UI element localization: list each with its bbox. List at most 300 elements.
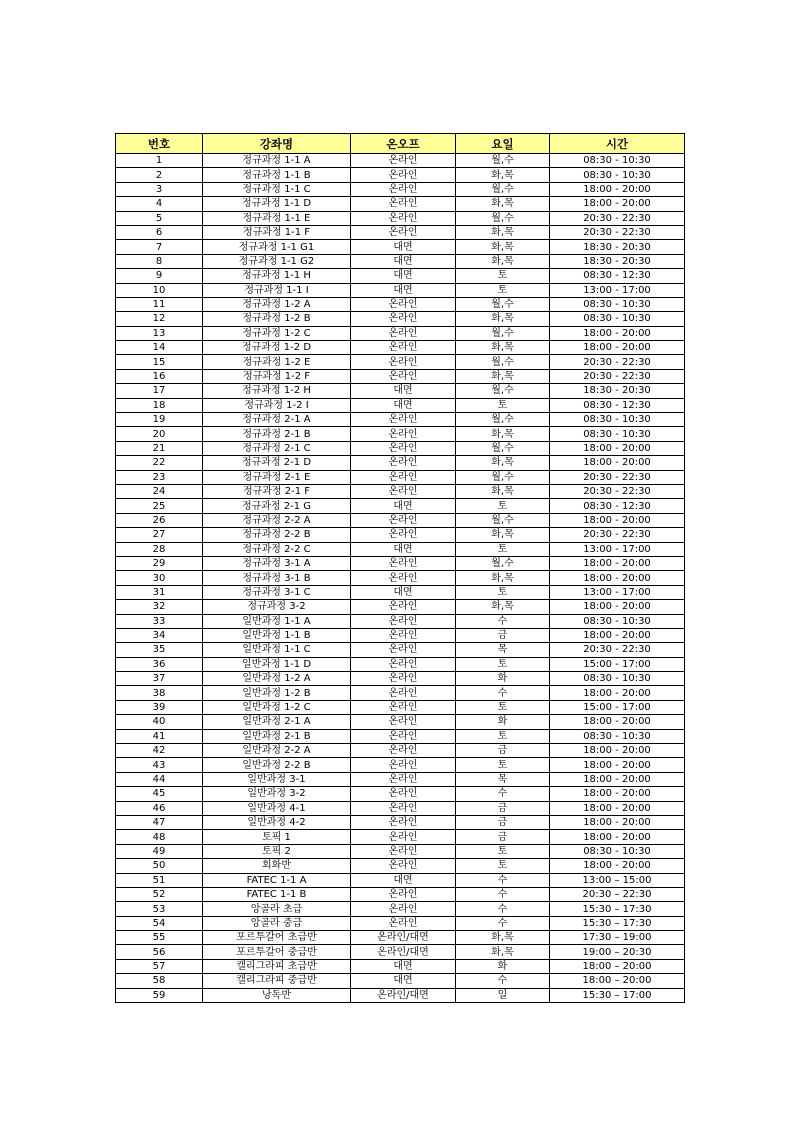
cell-number: 45 — [116, 787, 203, 801]
cell-number: 4 — [116, 197, 203, 211]
cell-number: 30 — [116, 571, 203, 585]
cell-number: 9 — [116, 269, 203, 283]
cell-day: 토 — [456, 542, 550, 556]
cell-day: 화,목 — [456, 197, 550, 211]
cell-course-name: 정규과정 1-1 G1 — [203, 240, 351, 254]
cell-day: 금 — [456, 815, 550, 829]
table-row — [116, 369, 685, 383]
cell-course-name: 일반과정 1-2 B — [203, 686, 351, 700]
cell-on-off: 온라인 — [351, 168, 456, 182]
cell-on-off: 온라인 — [351, 197, 456, 211]
cell-day: 금 — [456, 801, 550, 815]
cell-course-name: 캘리그라피 중급반 — [203, 974, 351, 988]
cell-course-name: 정규과정 3-1 A — [203, 556, 351, 570]
cell-number: 29 — [116, 556, 203, 570]
cell-time: 18:00 - 20:00 — [550, 456, 685, 470]
cell-on-off: 온라인 — [351, 211, 456, 225]
cell-number: 17 — [116, 384, 203, 398]
table-row — [116, 959, 685, 973]
cell-on-off: 대면 — [351, 240, 456, 254]
cell-day: 화,목 — [456, 254, 550, 268]
cell-on-off: 온라인 — [351, 297, 456, 311]
cell-course-name: 정규과정 3-2 — [203, 600, 351, 614]
cell-on-off: 온라인 — [351, 758, 456, 772]
cell-day: 수 — [456, 916, 550, 930]
cell-on-off: 온라인 — [351, 859, 456, 873]
cell-on-off: 대면 — [351, 542, 456, 556]
table-row — [116, 844, 685, 858]
cell-course-name: 일반과정 1-1 A — [203, 614, 351, 628]
cell-time: 18:00 - 20:00 — [550, 787, 685, 801]
cell-day: 월,수 — [456, 513, 550, 527]
cell-number: 41 — [116, 729, 203, 743]
cell-day: 토 — [456, 657, 550, 671]
cell-number: 3 — [116, 182, 203, 196]
table-row — [116, 182, 685, 196]
cell-course-name: 일반과정 4-2 — [203, 815, 351, 829]
cell-time: 08:30 - 10:30 — [550, 168, 685, 182]
cell-time: 20:30 - 22:30 — [550, 643, 685, 657]
table-row — [116, 672, 685, 686]
cell-on-off: 온라인 — [351, 154, 456, 168]
cell-time: 20:30 - 22:30 — [550, 484, 685, 498]
cell-day: 금 — [456, 628, 550, 642]
table-row — [116, 657, 685, 671]
cell-time: 18:00 - 20:00 — [550, 182, 685, 196]
cell-on-off: 온라인 — [351, 427, 456, 441]
cell-on-off: 온라인 — [351, 815, 456, 829]
cell-day: 토 — [456, 398, 550, 412]
cell-number: 20 — [116, 427, 203, 441]
cell-number: 10 — [116, 283, 203, 297]
cell-time: 18:00 - 20:00 — [550, 801, 685, 815]
cell-number: 24 — [116, 484, 203, 498]
cell-day: 토 — [456, 758, 550, 772]
cell-time: 20:30 – 22:30 — [550, 887, 685, 901]
cell-number: 23 — [116, 470, 203, 484]
cell-day: 토 — [456, 859, 550, 873]
cell-time: 18:00 - 20:00 — [550, 571, 685, 585]
table-row — [116, 283, 685, 297]
cell-day: 토 — [456, 585, 550, 599]
cell-day: 화 — [456, 959, 550, 973]
cell-course-name: 토픽 2 — [203, 844, 351, 858]
cell-course-name: 일반과정 1-2 A — [203, 672, 351, 686]
cell-on-off: 온라인 — [351, 484, 456, 498]
cell-day: 화,목 — [456, 427, 550, 441]
cell-number: 55 — [116, 931, 203, 945]
cell-on-off: 온라인 — [351, 700, 456, 714]
cell-time: 08:30 - 12:30 — [550, 398, 685, 412]
table-row — [116, 240, 685, 254]
cell-course-name: 일반과정 1-1 C — [203, 643, 351, 657]
cell-course-name: 정규과정 1-2 E — [203, 355, 351, 369]
cell-number: 19 — [116, 413, 203, 427]
table-row — [116, 974, 685, 988]
table-row — [116, 197, 685, 211]
cell-time: 20:30 - 22:30 — [550, 211, 685, 225]
cell-day: 토 — [456, 283, 550, 297]
cell-number: 13 — [116, 326, 203, 340]
cell-course-name: 정규과정 2-2 C — [203, 542, 351, 556]
cell-time: 15:30 – 17:30 — [550, 916, 685, 930]
cell-course-name: 일반과정 2-1 B — [203, 729, 351, 743]
cell-time: 17:30 – 19:00 — [550, 931, 685, 945]
cell-number: 31 — [116, 585, 203, 599]
cell-number: 34 — [116, 628, 203, 642]
cell-time: 08:30 - 12:30 — [550, 269, 685, 283]
table-row — [116, 988, 685, 1002]
cell-time: 18:30 - 20:30 — [550, 384, 685, 398]
cell-on-off: 온라인 — [351, 312, 456, 326]
cell-time: 08:30 - 10:30 — [550, 312, 685, 326]
cell-on-off: 온라인 — [351, 844, 456, 858]
cell-course-name: 정규과정 1-1 D — [203, 197, 351, 211]
cell-on-off: 온라인 — [351, 571, 456, 585]
cell-course-name: 정규과정 1-2 B — [203, 312, 351, 326]
cell-time: 15:30 – 17:30 — [550, 902, 685, 916]
cell-day: 수 — [456, 887, 550, 901]
cell-number: 40 — [116, 715, 203, 729]
cell-course-name: 정규과정 1-1 G2 — [203, 254, 351, 268]
table-row — [116, 715, 685, 729]
cell-on-off: 온라인 — [351, 657, 456, 671]
cell-on-off: 온라인 — [351, 556, 456, 570]
cell-on-off: 대면 — [351, 283, 456, 297]
cell-course-name: 낭독반 — [203, 988, 351, 1002]
cell-time: 13:00 - 17:00 — [550, 283, 685, 297]
table-row — [116, 355, 685, 369]
cell-number: 5 — [116, 211, 203, 225]
cell-number: 39 — [116, 700, 203, 714]
cell-time: 20:30 - 22:30 — [550, 225, 685, 239]
cell-number: 6 — [116, 225, 203, 239]
cell-day: 수 — [456, 787, 550, 801]
cell-on-off: 온라인 — [351, 729, 456, 743]
table-row — [116, 456, 685, 470]
cell-on-off: 온라인 — [351, 643, 456, 657]
table-row — [116, 744, 685, 758]
cell-on-off: 온라인 — [351, 341, 456, 355]
cell-time: 13:00 - 17:00 — [550, 585, 685, 599]
cell-time: 08:30 - 10:30 — [550, 672, 685, 686]
cell-day: 화,목 — [456, 456, 550, 470]
table-row — [116, 931, 685, 945]
cell-day: 월,수 — [456, 326, 550, 340]
cell-course-name: 정규과정 1-1 I — [203, 283, 351, 297]
cell-day: 화,목 — [456, 600, 550, 614]
cell-time: 18:30 - 20:30 — [550, 254, 685, 268]
cell-day: 월,수 — [456, 470, 550, 484]
cell-day: 월,수 — [456, 182, 550, 196]
table-row — [116, 643, 685, 657]
cell-time: 08:30 - 10:30 — [550, 297, 685, 311]
cell-course-name: 정규과정 3-1 C — [203, 585, 351, 599]
cell-number: 14 — [116, 341, 203, 355]
cell-number: 52 — [116, 887, 203, 901]
cell-number: 1 — [116, 154, 203, 168]
cell-number: 43 — [116, 758, 203, 772]
table-row — [116, 297, 685, 311]
cell-course-name: 정규과정 1-2 I — [203, 398, 351, 412]
cell-number: 28 — [116, 542, 203, 556]
cell-number: 32 — [116, 600, 203, 614]
cell-number: 47 — [116, 815, 203, 829]
cell-number: 18 — [116, 398, 203, 412]
cell-time: 13:00 – 15:00 — [550, 873, 685, 887]
cell-day: 토 — [456, 499, 550, 513]
cell-day: 수 — [456, 873, 550, 887]
cell-day: 수 — [456, 902, 550, 916]
cell-course-name: 정규과정 1-1 F — [203, 225, 351, 239]
table-row — [116, 528, 685, 542]
cell-course-name: 정규과정 2-2 B — [203, 528, 351, 542]
cell-number: 7 — [116, 240, 203, 254]
cell-on-off: 대면 — [351, 254, 456, 268]
table-row — [116, 873, 685, 887]
table-row — [116, 556, 685, 570]
header-time: 시간 — [550, 134, 685, 154]
cell-time: 20:30 - 22:30 — [550, 369, 685, 383]
cell-course-name: 일반과정 2-2 A — [203, 744, 351, 758]
cell-on-off: 온라인 — [351, 326, 456, 340]
cell-course-name: 일반과정 2-2 B — [203, 758, 351, 772]
cell-on-off: 온라인/대면 — [351, 988, 456, 1002]
table-row — [116, 441, 685, 455]
header-course-name: 강좌명 — [203, 134, 351, 154]
header-on-off: 온오프 — [351, 134, 456, 154]
cell-course-name: 일반과정 3-2 — [203, 787, 351, 801]
cell-course-name: 정규과정 3-1 B — [203, 571, 351, 585]
cell-on-off: 온라인 — [351, 801, 456, 815]
table-row — [116, 427, 685, 441]
cell-number: 42 — [116, 744, 203, 758]
cell-on-off: 대면 — [351, 974, 456, 988]
cell-on-off: 대면 — [351, 959, 456, 973]
cell-time: 18:00 - 20:00 — [550, 772, 685, 786]
cell-number: 58 — [116, 974, 203, 988]
cell-day: 화,목 — [456, 528, 550, 542]
cell-time: 18:30 - 20:30 — [550, 240, 685, 254]
cell-on-off: 온라인 — [351, 513, 456, 527]
table-row — [116, 815, 685, 829]
cell-number: 25 — [116, 499, 203, 513]
cell-on-off: 온라인 — [351, 830, 456, 844]
cell-course-name: 정규과정 1-1 C — [203, 182, 351, 196]
table-row — [116, 887, 685, 901]
table-row — [116, 859, 685, 873]
cell-time: 19:00 – 20:30 — [550, 945, 685, 959]
cell-number: 15 — [116, 355, 203, 369]
cell-course-name: 일반과정 4-1 — [203, 801, 351, 815]
header-number: 번호 — [116, 134, 203, 154]
cell-day: 월,수 — [456, 297, 550, 311]
table-row — [116, 916, 685, 930]
table-row — [116, 686, 685, 700]
cell-day: 화 — [456, 715, 550, 729]
cell-course-name: 정규과정 1-1 H — [203, 269, 351, 283]
table-row — [116, 513, 685, 527]
cell-course-name: 일반과정 1-2 C — [203, 700, 351, 714]
cell-number: 35 — [116, 643, 203, 657]
table-row — [116, 154, 685, 168]
cell-course-name: 정규과정 1-2 C — [203, 326, 351, 340]
cell-course-name: 정규과정 1-1 A — [203, 154, 351, 168]
cell-course-name: 정규과정 1-2 F — [203, 369, 351, 383]
cell-day: 금 — [456, 830, 550, 844]
table-row — [116, 787, 685, 801]
cell-day: 화,목 — [456, 312, 550, 326]
cell-time: 18:00 - 20:00 — [550, 441, 685, 455]
cell-time: 18:00 - 20:00 — [550, 600, 685, 614]
table-row — [116, 398, 685, 412]
cell-day: 월,수 — [456, 556, 550, 570]
table-row — [116, 470, 685, 484]
cell-on-off: 온라인 — [351, 628, 456, 642]
cell-day: 목 — [456, 772, 550, 786]
cell-on-off: 온라인 — [351, 744, 456, 758]
cell-day: 화,목 — [456, 225, 550, 239]
cell-number: 37 — [116, 672, 203, 686]
cell-day: 일 — [456, 988, 550, 1002]
cell-day: 월,수 — [456, 441, 550, 455]
cell-course-name: 정규과정 2-1 A — [203, 413, 351, 427]
table-row — [116, 614, 685, 628]
cell-course-name: 정규과정 2-1 F — [203, 484, 351, 498]
table-row — [116, 168, 685, 182]
cell-time: 08:30 - 10:30 — [550, 614, 685, 628]
table-row — [116, 945, 685, 959]
cell-time: 18:00 - 20:00 — [550, 758, 685, 772]
cell-number: 49 — [116, 844, 203, 858]
cell-course-name: 캘리그라피 초급반 — [203, 959, 351, 973]
cell-number: 2 — [116, 168, 203, 182]
cell-time: 08:30 - 10:30 — [550, 413, 685, 427]
cell-on-off: 온라인/대면 — [351, 945, 456, 959]
cell-on-off: 온라인 — [351, 600, 456, 614]
cell-on-off: 대면 — [351, 499, 456, 513]
cell-time: 20:30 - 22:30 — [550, 470, 685, 484]
table-row — [116, 341, 685, 355]
cell-course-name: 일반과정 2-1 A — [203, 715, 351, 729]
table-row — [116, 772, 685, 786]
cell-time: 15:30 – 17:00 — [550, 988, 685, 1002]
cell-number: 38 — [116, 686, 203, 700]
cell-number: 51 — [116, 873, 203, 887]
cell-day: 화,목 — [456, 341, 550, 355]
cell-day: 월,수 — [456, 154, 550, 168]
cell-course-name: 앙골라 초급 — [203, 902, 351, 916]
cell-on-off: 온라인 — [351, 715, 456, 729]
cell-time: 08:30 - 10:30 — [550, 154, 685, 168]
cell-number: 27 — [116, 528, 203, 542]
cell-on-off: 온라인 — [351, 614, 456, 628]
table-row — [116, 211, 685, 225]
table-row — [116, 225, 685, 239]
cell-on-off: 대면 — [351, 398, 456, 412]
cell-time: 18:00 - 20:00 — [550, 744, 685, 758]
cell-time: 18:00 - 20:00 — [550, 341, 685, 355]
table-row — [116, 326, 685, 340]
cell-day: 수 — [456, 614, 550, 628]
cell-time: 18:00 - 20:00 — [550, 513, 685, 527]
cell-time: 18:00 - 20:00 — [550, 197, 685, 211]
cell-day: 화,목 — [456, 931, 550, 945]
cell-time: 18:00 - 20:00 — [550, 715, 685, 729]
table-row — [116, 542, 685, 556]
cell-day: 화,목 — [456, 168, 550, 182]
cell-course-name: FATEC 1-1 B — [203, 887, 351, 901]
cell-number: 44 — [116, 772, 203, 786]
cell-number: 22 — [116, 456, 203, 470]
cell-number: 33 — [116, 614, 203, 628]
cell-time: 18:00 - 20:00 — [550, 628, 685, 642]
cell-course-name: 정규과정 1-2 D — [203, 341, 351, 355]
cell-number: 16 — [116, 369, 203, 383]
cell-on-off: 온라인 — [351, 355, 456, 369]
cell-time: 18:00 – 20:00 — [550, 974, 685, 988]
cell-day: 월,수 — [456, 355, 550, 369]
cell-on-off: 온라인 — [351, 887, 456, 901]
table-row — [116, 254, 685, 268]
cell-number: 12 — [116, 312, 203, 326]
table-row — [116, 484, 685, 498]
cell-course-name: 회화반 — [203, 859, 351, 873]
cell-time: 20:30 - 22:30 — [550, 355, 685, 369]
cell-on-off: 온라인 — [351, 441, 456, 455]
cell-on-off: 온라인 — [351, 772, 456, 786]
cell-on-off: 온라인 — [351, 528, 456, 542]
table-body — [116, 154, 685, 1003]
cell-course-name: 정규과정 2-1 C — [203, 441, 351, 455]
cell-day: 월,수 — [456, 211, 550, 225]
cell-day: 화,목 — [456, 484, 550, 498]
cell-course-name: 포르투갈어 초급반 — [203, 931, 351, 945]
cell-on-off: 온라인 — [351, 686, 456, 700]
cell-course-name: 정규과정 2-1 E — [203, 470, 351, 484]
table-row — [116, 413, 685, 427]
table-row — [116, 729, 685, 743]
cell-time: 18:00 - 20:00 — [550, 326, 685, 340]
cell-number: 57 — [116, 959, 203, 973]
cell-on-off: 온라인 — [351, 672, 456, 686]
cell-on-off: 대면 — [351, 384, 456, 398]
schedule-table — [115, 133, 685, 1003]
table-row — [116, 902, 685, 916]
cell-number: 59 — [116, 988, 203, 1002]
cell-course-name: 정규과정 2-1 D — [203, 456, 351, 470]
cell-course-name: 정규과정 2-2 A — [203, 513, 351, 527]
cell-time: 18:00 - 20:00 — [550, 556, 685, 570]
cell-time: 18:00 - 20:00 — [550, 830, 685, 844]
table-row — [116, 312, 685, 326]
cell-on-off: 온라인 — [351, 902, 456, 916]
table-row — [116, 600, 685, 614]
cell-day: 토 — [456, 729, 550, 743]
cell-number: 11 — [116, 297, 203, 311]
cell-day: 토 — [456, 269, 550, 283]
cell-day: 수 — [456, 974, 550, 988]
cell-day: 토 — [456, 844, 550, 858]
table-row — [116, 700, 685, 714]
table-row — [116, 585, 685, 599]
table-row — [116, 499, 685, 513]
cell-day: 월,수 — [456, 384, 550, 398]
cell-number: 53 — [116, 902, 203, 916]
cell-day: 수 — [456, 686, 550, 700]
cell-course-name: 정규과정 2-1 G — [203, 499, 351, 513]
cell-on-off: 온라인 — [351, 413, 456, 427]
